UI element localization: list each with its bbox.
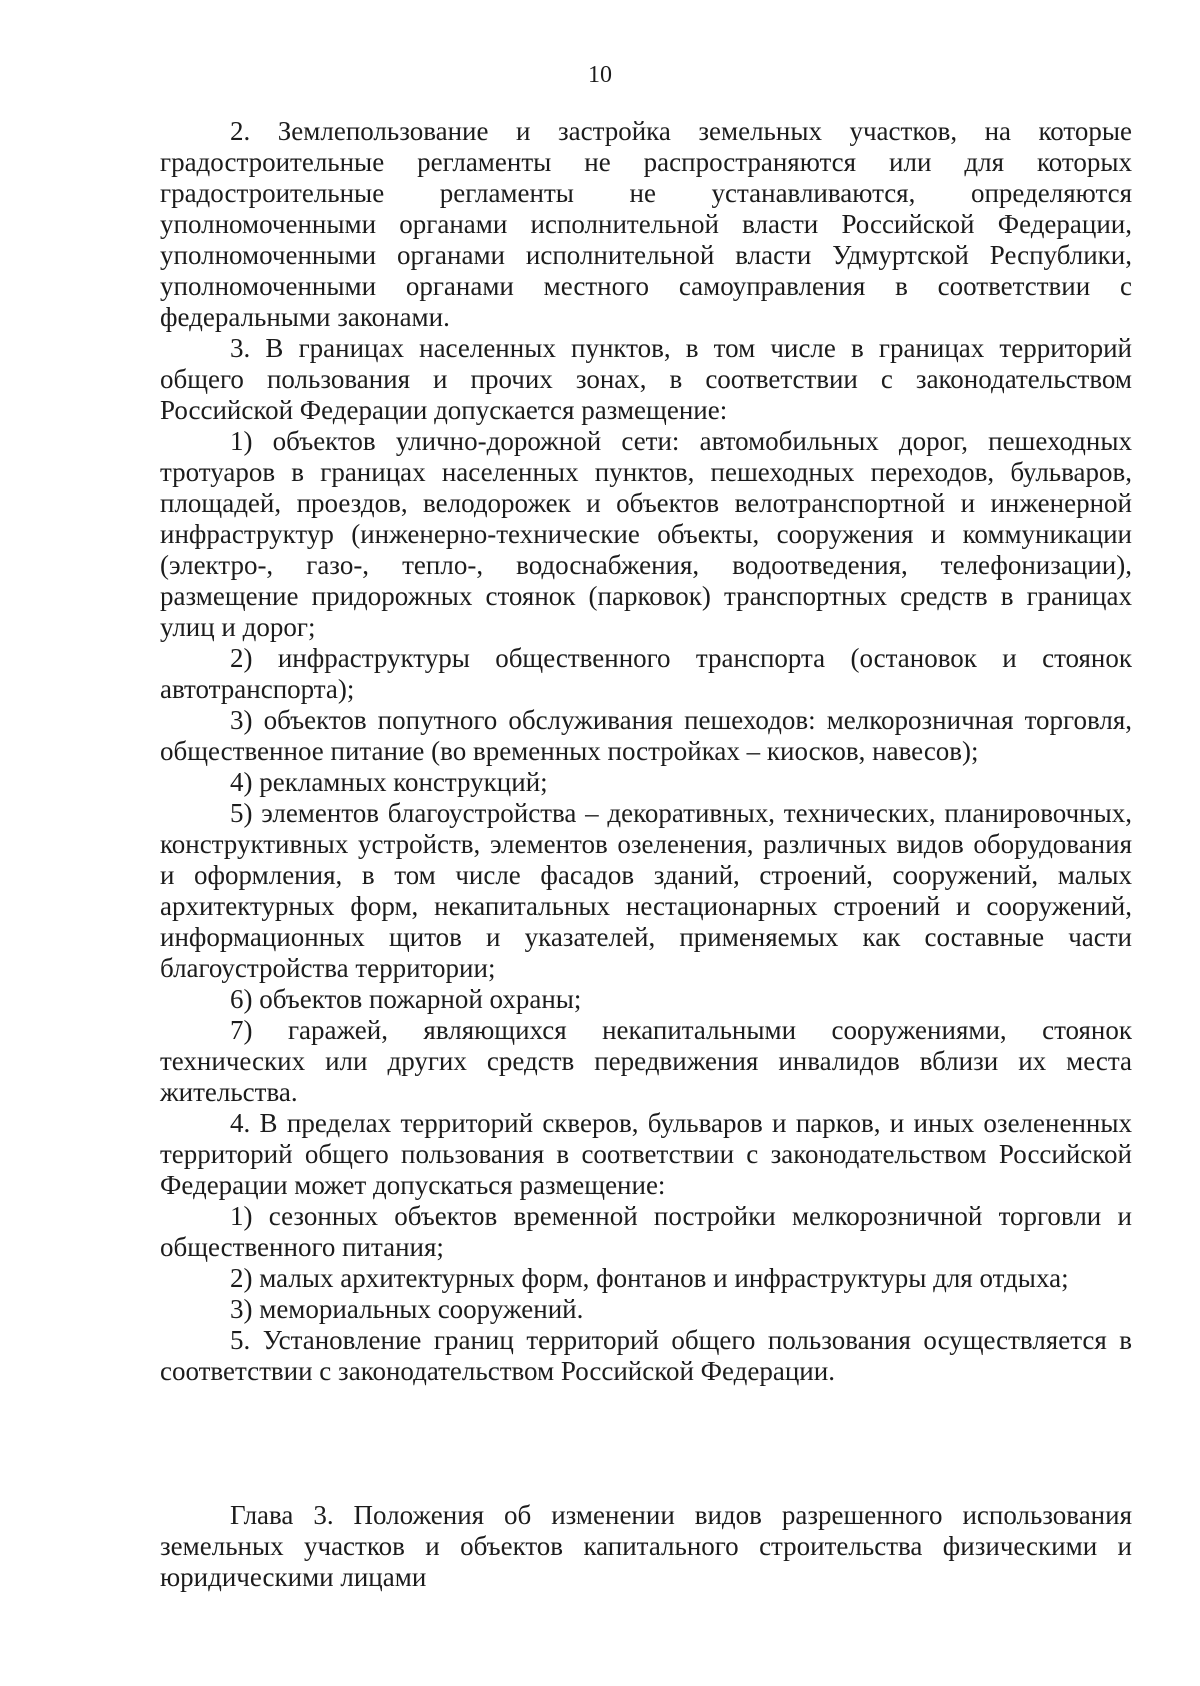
paragraph-4-green-areas: 4. В пределах территорий скверов, бульваров и парков, и иных озелененных территорий общего пользования в соответствии с законодательством Российской Федерации может допускаться размещение: <box>160 1108 1132 1200</box>
list-item-landscaping: 5) элементов благоустройства – декоративных, технических, планировочных, конструктивных устройств, элементов озеленения, различных видов оборудования и оформления, в том числе фасадов зданий, строений, сооружений, малых архитектурных форм, некапитальных нестационарных строений и сооружений, информационных щитов и указателей, применяемых как составные части благоустройства территории; <box>160 798 1132 983</box>
paragraph-5-boundaries: 5. Установление границ территорий общего пользования осуществляется в соответствии с законодательством Российской Федерации. <box>160 1325 1132 1386</box>
document-body <box>160 116 1132 1387</box>
paragraph-3-settlements: 3. В границах населенных пунктов, в том числе в границах территорий общего пользования и прочих зонах, в соответствии с законодательством Российской Федерации допускается размещение: <box>160 333 1132 425</box>
list-item-garages: 7) гаражей, являющихся некапитальными сооружениями, стоянок технических или других средств передвижения инвалидов вблизи их места жительства. <box>160 1015 1132 1107</box>
list-item-public-transport: 2) инфраструктуры общественного транспорта (остановок и стоянок автотранспорта); <box>160 643 1132 704</box>
list-item-road-network: 1) объектов улично-дорожной сети: автомобильных дорог, пешеходных тротуаров в границах населенных пунктов, пешеходных переходов, бульваров, площадей, проездов, велодорожек и объектов велотранспортной и инженерной инфраструктур (инженерно-технические объекты, сооружения и коммуникации (электро-, газо-, тепло-, водоснабжения, водоотведения, телефонизации), размещение придорожных стоянок (парковок) транспортных средств в границах улиц и дорог; <box>160 426 1132 642</box>
paragraph-2-land-use: 2. Землепользование и застройка земельных участков, на которые градостроительные регламенты не распространяются или для которых градостроительные регламенты не устанавливаются, определяются уполномоченными органами исполнительной власти Российской Федерации, уполномоченными органами исполнительной власти Удмуртской Республики, уполномоченными органами местного самоуправления в соответствии с федеральными законами. <box>160 116 1132 332</box>
list-item-memorials: 3) мемориальных сооружений. <box>230 1294 584 1324</box>
list-item-pedestrian-services: 3) объектов попутного обслуживания пешеходов: мелкорозничная торговля, общественное питание (во временных постройках – киосков, навесов); <box>160 705 1132 766</box>
page-number: 10 <box>588 62 612 88</box>
list-item-fire-protection: 6) объектов пожарной охраны; <box>230 984 582 1014</box>
chapter-heading: Глава 3. Положения об изменении видов разрешенного использования земельных участков и объектов капитального строительства физическими и юридическими лицами <box>160 1500 1132 1592</box>
list-item-seasonal-objects: 1) сезонных объектов временной постройки мелкорозничной торговли и общественного питания; <box>160 1201 1132 1262</box>
list-item-advertising: 4) рекламных конструкций; <box>230 767 548 797</box>
list-item-small-forms: 2) малых архитектурных форм, фонтанов и инфраструктуры для отдыха; <box>230 1263 1069 1293</box>
